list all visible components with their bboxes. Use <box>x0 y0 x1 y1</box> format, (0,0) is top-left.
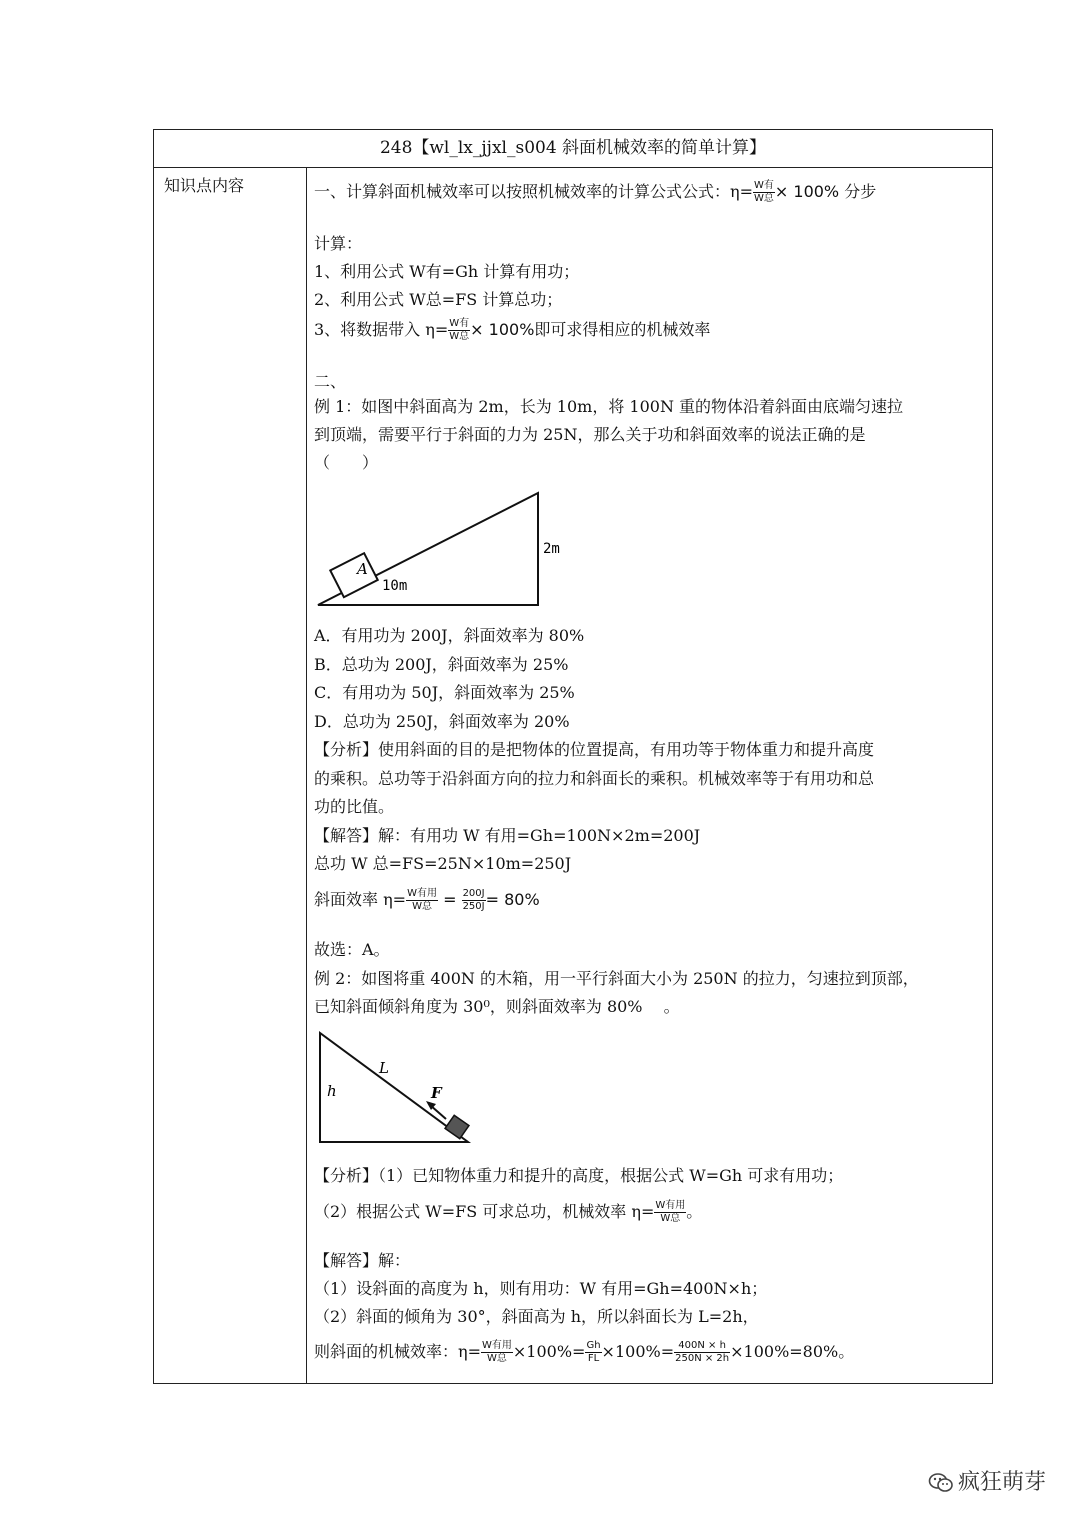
force-label-F: F <box>431 1084 442 1102</box>
answer2-head: 【解答】解： <box>314 1251 411 1270</box>
content-cell <box>314 167 982 1383</box>
analysis2-line1: 【分析】（1）已知物体重力和提升的高度，根据公式 W=Gh 可求有用功； <box>314 1166 844 1185</box>
intro-text: 一、计算斜面机械效率可以按照机械效率的计算公式公式：η= <box>314 182 753 201</box>
fraction: $\frac{\text{W有用}}{\text{W总}}$ <box>407 888 437 912</box>
example1-line3: （ ） <box>314 453 379 472</box>
answer2-line2: （2）斜面的倾角为 30°，斜面高为 h，所以斜面长为 L=2h， <box>314 1307 759 1326</box>
example2-line2: 已知斜面倾斜角度为 30⁰，则斜面效率为 80% 。 <box>314 997 680 1016</box>
final-efficiency-line: 则斜面的机械效率：η= $\frac{\text{W有用}}{\text{W总}}$ ×100%= $\frac{Gh}{FL}$ ×100%= $\frac{400N \times h}{250N \times 2h}$ ×100%=80%。 <box>314 1340 855 1364</box>
left-column <box>154 167 307 1383</box>
wechat-icon <box>928 1472 954 1494</box>
left-column-label: 知识点内容 <box>164 176 245 195</box>
choose-line: 故选：A。 <box>314 940 390 959</box>
step-3: 3、将数据带入 η= $\frac{\text{W有}}{\text{W总}}$ × 100%即可求得相应的机械效率 <box>314 318 711 342</box>
example1-line2: 到顶端，需要平行于斜面的力为 25N，那么关于功和斜面效率的说法正确的是 <box>314 425 866 444</box>
answer1-line1: 【解答】解：有用功 W 有用=Gh=100N×2m=200J <box>314 826 701 845</box>
intro-text-2: × 100% 分步 <box>774 182 877 201</box>
fraction: $\frac{400N \times h}{250N \times 2h}$ <box>675 1340 730 1364</box>
fraction: $\frac{\text{W有用}}{\text{W总}}$ <box>655 1200 686 1224</box>
example1-line1: 例 1：如图中斜面高为 2m，长为 10m，将 100N 重的物体沿着斜面由底端匀速拉 <box>314 397 904 416</box>
fraction: $\frac{\text{W有}}{\text{W总}}$ <box>754 180 774 204</box>
height-label-h: h <box>327 1082 337 1100</box>
fraction: $\frac{\text{W有用}}{\text{W总}}$ <box>482 1340 512 1364</box>
length-label-L: L <box>379 1059 389 1077</box>
height-label: 2m <box>543 541 560 557</box>
step-2: 2、利用公式 W总=FS 计算总功； <box>314 290 563 309</box>
intro-line <box>314 179 876 205</box>
option-a: A．有用功为 200J，斜面效率为 80% <box>314 626 585 645</box>
watermark-text: 疯狂萌芽 <box>957 1470 1046 1495</box>
fraction: $\frac{Gh}{FL}$ <box>586 1340 601 1364</box>
intro-cont: 计算： <box>314 234 363 253</box>
knowledge-table <box>153 129 993 1384</box>
length-label: 10m <box>382 578 408 594</box>
incline-figure-1 <box>314 483 560 608</box>
fraction: $\frac{\text{W有}}{\text{W总}}$ <box>449 318 470 342</box>
incline-figure-2 <box>318 1030 478 1145</box>
step-1: 1、利用公式 W有=Gh 计算有用功； <box>314 262 580 281</box>
analysis2-line2: （2）根据公式 W=FS 可求总功，机械效率 η= $\frac{\text{W有用}}{\text{W总}}$ 。 <box>314 1200 703 1224</box>
option-b: B．总功为 200J，斜面效率为 25% <box>314 655 569 674</box>
analysis1-line1: 【分析】使用斜面的目的是把物体的位置提高，有用功等于物体重力和提升高度 <box>314 740 875 759</box>
example2-line1: 例 2：如图将重 400N 的木箱，用一平行斜面大小为 250N 的拉力，匀速拉到顶部， <box>314 969 919 988</box>
option-d: D．总功为 250J，斜面效率为 20% <box>314 712 570 731</box>
analysis1-line2: 的乘积。总功等于沿斜面方向的拉力和斜面长的乘积。机械效率等于有用功和总 <box>314 769 875 788</box>
option-c: C．有用功为 50J，斜面效率为 25% <box>314 683 575 702</box>
fraction: $\frac{200J}{250J}$ <box>462 888 485 912</box>
analysis1-line3: 功的比值。 <box>314 797 395 816</box>
answer1-line2: 总功 W 总=FS=25N×10m=250J <box>314 854 572 873</box>
table-title: 248【wl_lx_jjxl_s004 斜面机械效率的简单计算】 <box>154 130 992 168</box>
efficiency-line: 斜面效率 η= $\frac{\text{W有用}}{\text{W总}}$ = $\frac{200J}{250J}$ = 80% <box>314 888 540 912</box>
watermark <box>928 1465 1046 1496</box>
answer2-line1: （1）设斜面的高度为 h，则有用功：W 有用=Gh=400N×h； <box>314 1279 768 1298</box>
block-label: A <box>357 560 368 578</box>
section-2-mark: 二、 <box>314 372 347 391</box>
